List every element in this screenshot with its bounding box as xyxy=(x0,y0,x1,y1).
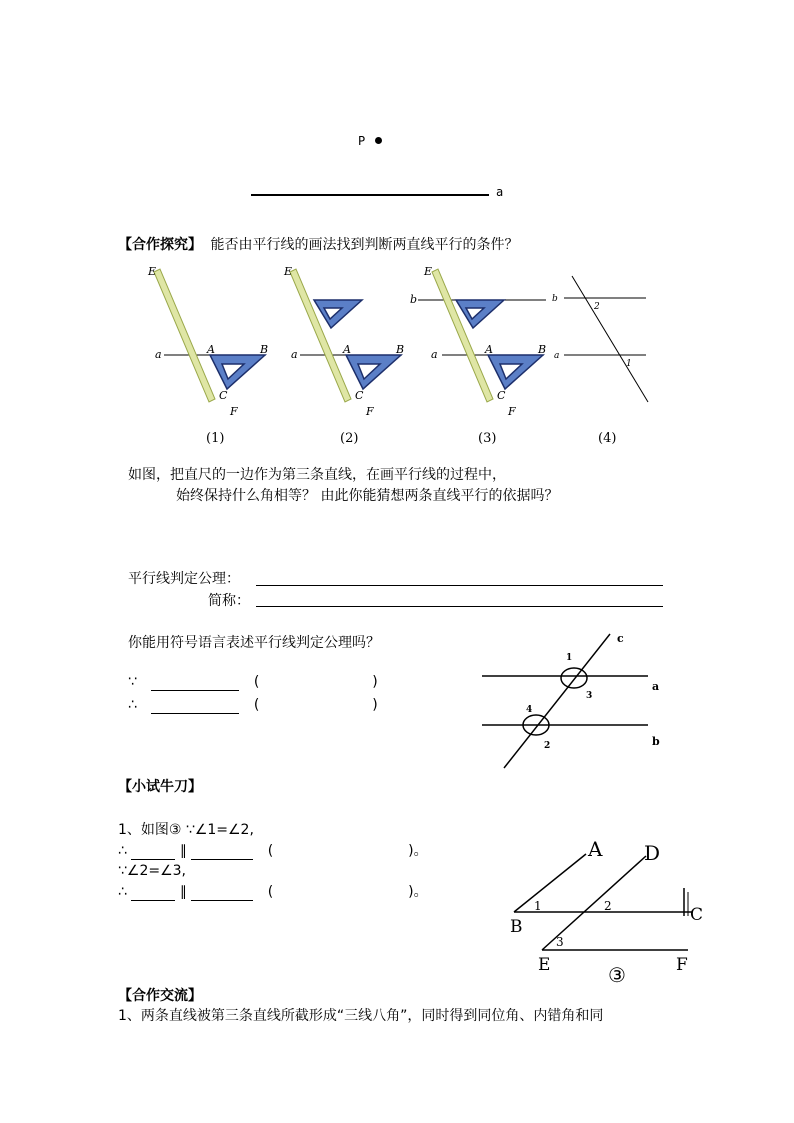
therefore-symbol: ∴ xyxy=(128,697,137,713)
label-A: A xyxy=(485,343,493,356)
caption-2: (2) xyxy=(340,431,359,446)
label-E: E xyxy=(424,265,433,278)
caption-3: (3) xyxy=(478,431,497,446)
angle-2-label: 2 xyxy=(604,899,612,913)
label-D: D xyxy=(644,841,661,865)
symbol-question: 你能用符号语言表述平行线判定公理吗？ xyxy=(128,635,380,651)
exchange-heading: 【合作交流】 xyxy=(118,988,202,1004)
practice-line-1: 1、如图③ ∵∠1=∠2, xyxy=(118,822,254,838)
practice-heading: 【小试牛刀】 xyxy=(118,779,202,795)
angle-3-label: 3 xyxy=(556,935,564,949)
explore-question: 能否由平行线的画法找到判断两直线平行的条件？ xyxy=(210,237,519,253)
label-a: a xyxy=(291,348,298,361)
label-A: A xyxy=(343,343,351,356)
practice-line-2 xyxy=(118,842,428,860)
caption-4: (4) xyxy=(598,431,617,446)
parallel-symbol: ∥ xyxy=(179,884,187,900)
because-blank[interactable] xyxy=(151,676,239,691)
angle-1-label: 1 xyxy=(566,653,573,663)
ruler-figures xyxy=(140,262,660,452)
label-a: a xyxy=(431,348,438,361)
label-C: C xyxy=(690,905,704,925)
practice-blank-2b[interactable] xyxy=(191,886,253,901)
label-E: E xyxy=(538,955,551,975)
parallel-lines-figure xyxy=(476,630,676,775)
explore-heading: 【合作探究】 xyxy=(118,237,202,253)
explore-paragraph-1: 如图，把直尺的一边作为第三条直线，在画平行线的过程中， xyxy=(128,467,506,483)
parallel-symbol: ∥ xyxy=(179,843,187,859)
because-line xyxy=(128,673,378,691)
point-dot xyxy=(375,137,382,144)
figure-4 xyxy=(552,276,648,446)
paren-close: ) xyxy=(372,674,378,690)
point-p xyxy=(358,130,382,149)
label-b: b xyxy=(410,293,418,306)
practice-blank-1b[interactable] xyxy=(191,845,253,860)
therefore-symbol: ∴ xyxy=(118,884,127,900)
paren-open: ( xyxy=(267,884,274,900)
paren-close: )。 xyxy=(408,843,428,859)
label-A: A xyxy=(207,343,215,356)
paren-open: ( xyxy=(267,843,274,859)
label-a: a xyxy=(554,351,560,361)
label-B: B xyxy=(396,343,405,356)
label-F: F xyxy=(230,405,238,418)
angle-2-label: 2 xyxy=(544,741,551,751)
figure-1 xyxy=(147,265,268,446)
label-A: A xyxy=(588,837,603,861)
explore-paragraph-2: 始终保持什么角相等？ 由此你能猜想两条直线平行的依据吗？ xyxy=(176,488,559,504)
label-c: c xyxy=(617,632,624,645)
paren-close: ) xyxy=(372,697,378,713)
label-a: a xyxy=(652,680,660,693)
angle-1-label: 1 xyxy=(534,899,542,913)
therefore-blank[interactable] xyxy=(151,699,239,714)
label-C: C xyxy=(497,389,506,402)
angle-3-label: 3 xyxy=(586,691,593,701)
line-a xyxy=(251,194,489,196)
therefore-symbol: ∴ xyxy=(118,843,127,859)
figure-number: ③ xyxy=(608,963,626,987)
label-B: B xyxy=(510,917,523,937)
axiom-short-label: 简称： xyxy=(208,593,250,609)
label-F: F xyxy=(366,405,374,418)
figure-3-practice xyxy=(506,836,726,996)
label-E: E xyxy=(148,265,157,278)
label-F: F xyxy=(676,955,688,975)
paren-open: ( xyxy=(253,697,260,713)
practice-blank-1a[interactable] xyxy=(131,845,175,860)
label-B: B xyxy=(538,343,547,356)
label-E: E xyxy=(284,265,293,278)
angle-1-label: 1 xyxy=(626,359,632,369)
axiom-label: 平行线判定公理： xyxy=(128,571,240,587)
axiom-blank[interactable] xyxy=(256,585,663,586)
caption-1: (1) xyxy=(206,431,225,446)
label-C: C xyxy=(219,389,228,402)
paren-open: ( xyxy=(253,674,260,690)
practice-line-4 xyxy=(118,883,428,901)
paren-close: )。 xyxy=(408,884,428,900)
label-C: C xyxy=(355,389,364,402)
explore-section xyxy=(118,236,518,254)
practice-line-3: ∵∠2=∠3, xyxy=(118,863,187,879)
angle-2-label: 2 xyxy=(594,302,600,312)
exchange-line-1: 1、两条直线被第三条直线所截形成“三线八角”，同时得到同位角、内错角和同 xyxy=(118,1008,604,1024)
line-a-label: a xyxy=(496,185,504,199)
label-b: b xyxy=(552,294,558,304)
label-B: B xyxy=(260,343,269,356)
figure-3 xyxy=(410,265,546,446)
therefore-line xyxy=(128,696,378,714)
practice-blank-2a[interactable] xyxy=(131,886,175,901)
because-symbol: ∵ xyxy=(128,674,137,690)
label-F: F xyxy=(508,405,516,418)
label-b: b xyxy=(652,735,660,748)
figure-2 xyxy=(283,265,404,446)
angle-4-label: 4 xyxy=(526,705,533,715)
axiom-short-blank[interactable] xyxy=(256,606,663,607)
label-a: a xyxy=(155,348,162,361)
point-p-label: P xyxy=(358,134,366,148)
